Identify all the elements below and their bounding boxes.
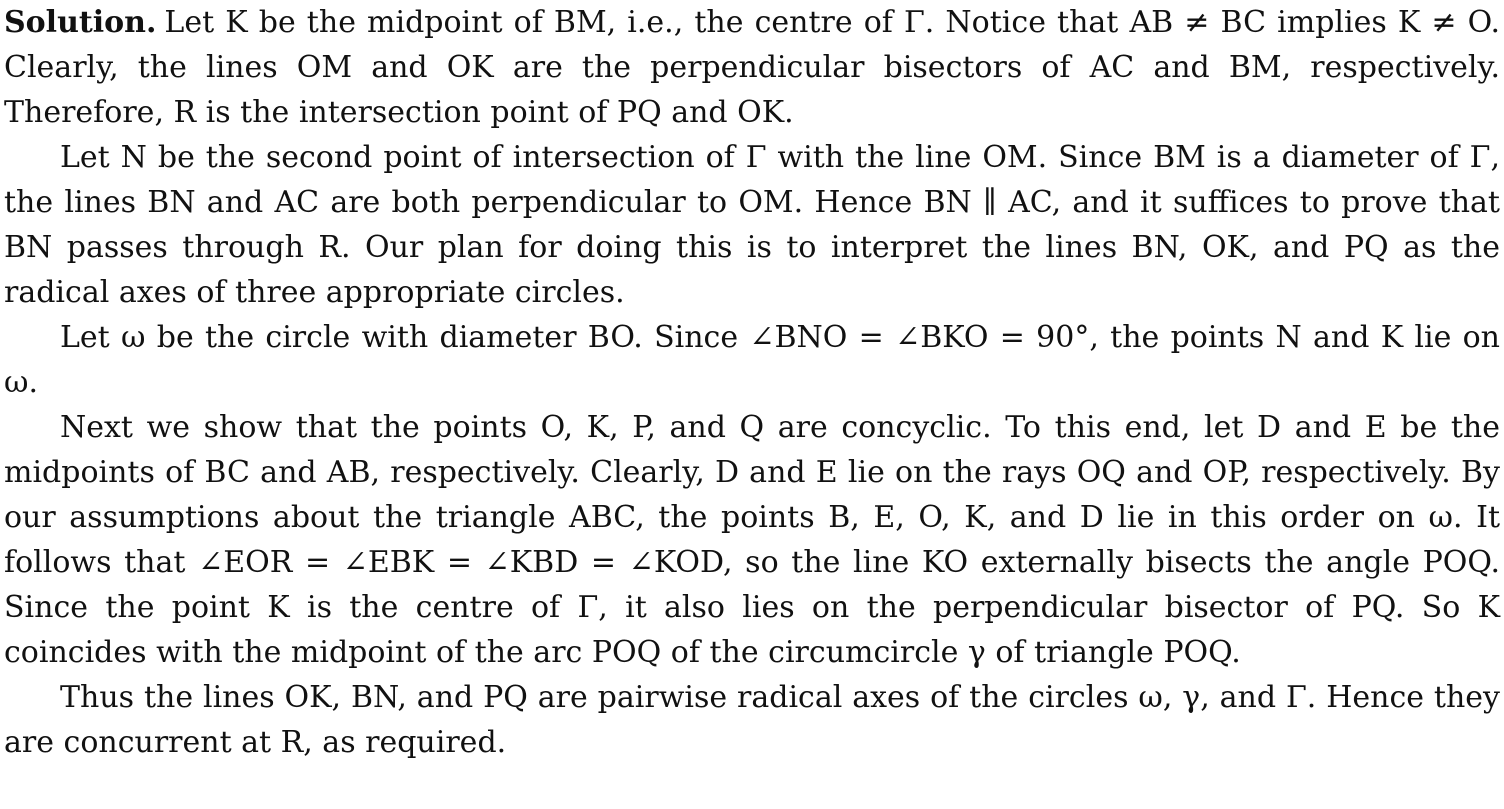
paragraph-1 xyxy=(4,0,1500,135)
solution-label: Solution. xyxy=(4,5,157,40)
solution-document xyxy=(4,0,1500,765)
paragraph-3: Let ω be the circle with diameter BO. Since ∠BNO = ∠BKO = 90°, the points N and K lie on ω. xyxy=(4,320,1500,400)
paragraph-5: Thus the lines OK, BN, and PQ are pairwise radical axes of the circles ω, γ, and Γ. Hence they are concurrent at R, as required. xyxy=(4,680,1500,760)
paragraph-4: Next we show that the points O, K, P, and Q are concyclic. To this end, let D and E be the midpoints of BC and AB, respectively. Clearly, D and E lie on the rays OQ and OP, respectively. By our assumptions about the triangle ABC, the points B, E, O, K, and D lie in this order on ω. It follows that ∠EOR = ∠EBK = ∠KBD = ∠KOD, so the line KO externally bisects the angle POQ. Since the point K is the centre of Γ, it also lies on the perpendicular bisector of PQ. So K coincides with the midpoint of the arc POQ of the circumcircle γ of triangle POQ. xyxy=(4,410,1500,670)
paragraph-1-text: Let K be the midpoint of BM, i.e., the centre of Γ. Notice that AB ≠ BC implies K ≠ O. Clearly, the lines OM and OK are the perpendicular bisectors of AC and BM, respectively. Therefore, R is the intersection point of PQ and OK. xyxy=(4,5,1500,130)
paragraph-2: Let N be the second point of intersection of Γ with the line OM. Since BM is a diameter of Γ, the lines BN and AC are both perpendicular to OM. Hence BN ∥ AC, and it suffices to prove that BN passes through R. Our plan for doing this is to interpret the lines BN, OK, and PQ as the radical axes of three appropriate circles. xyxy=(4,140,1500,310)
